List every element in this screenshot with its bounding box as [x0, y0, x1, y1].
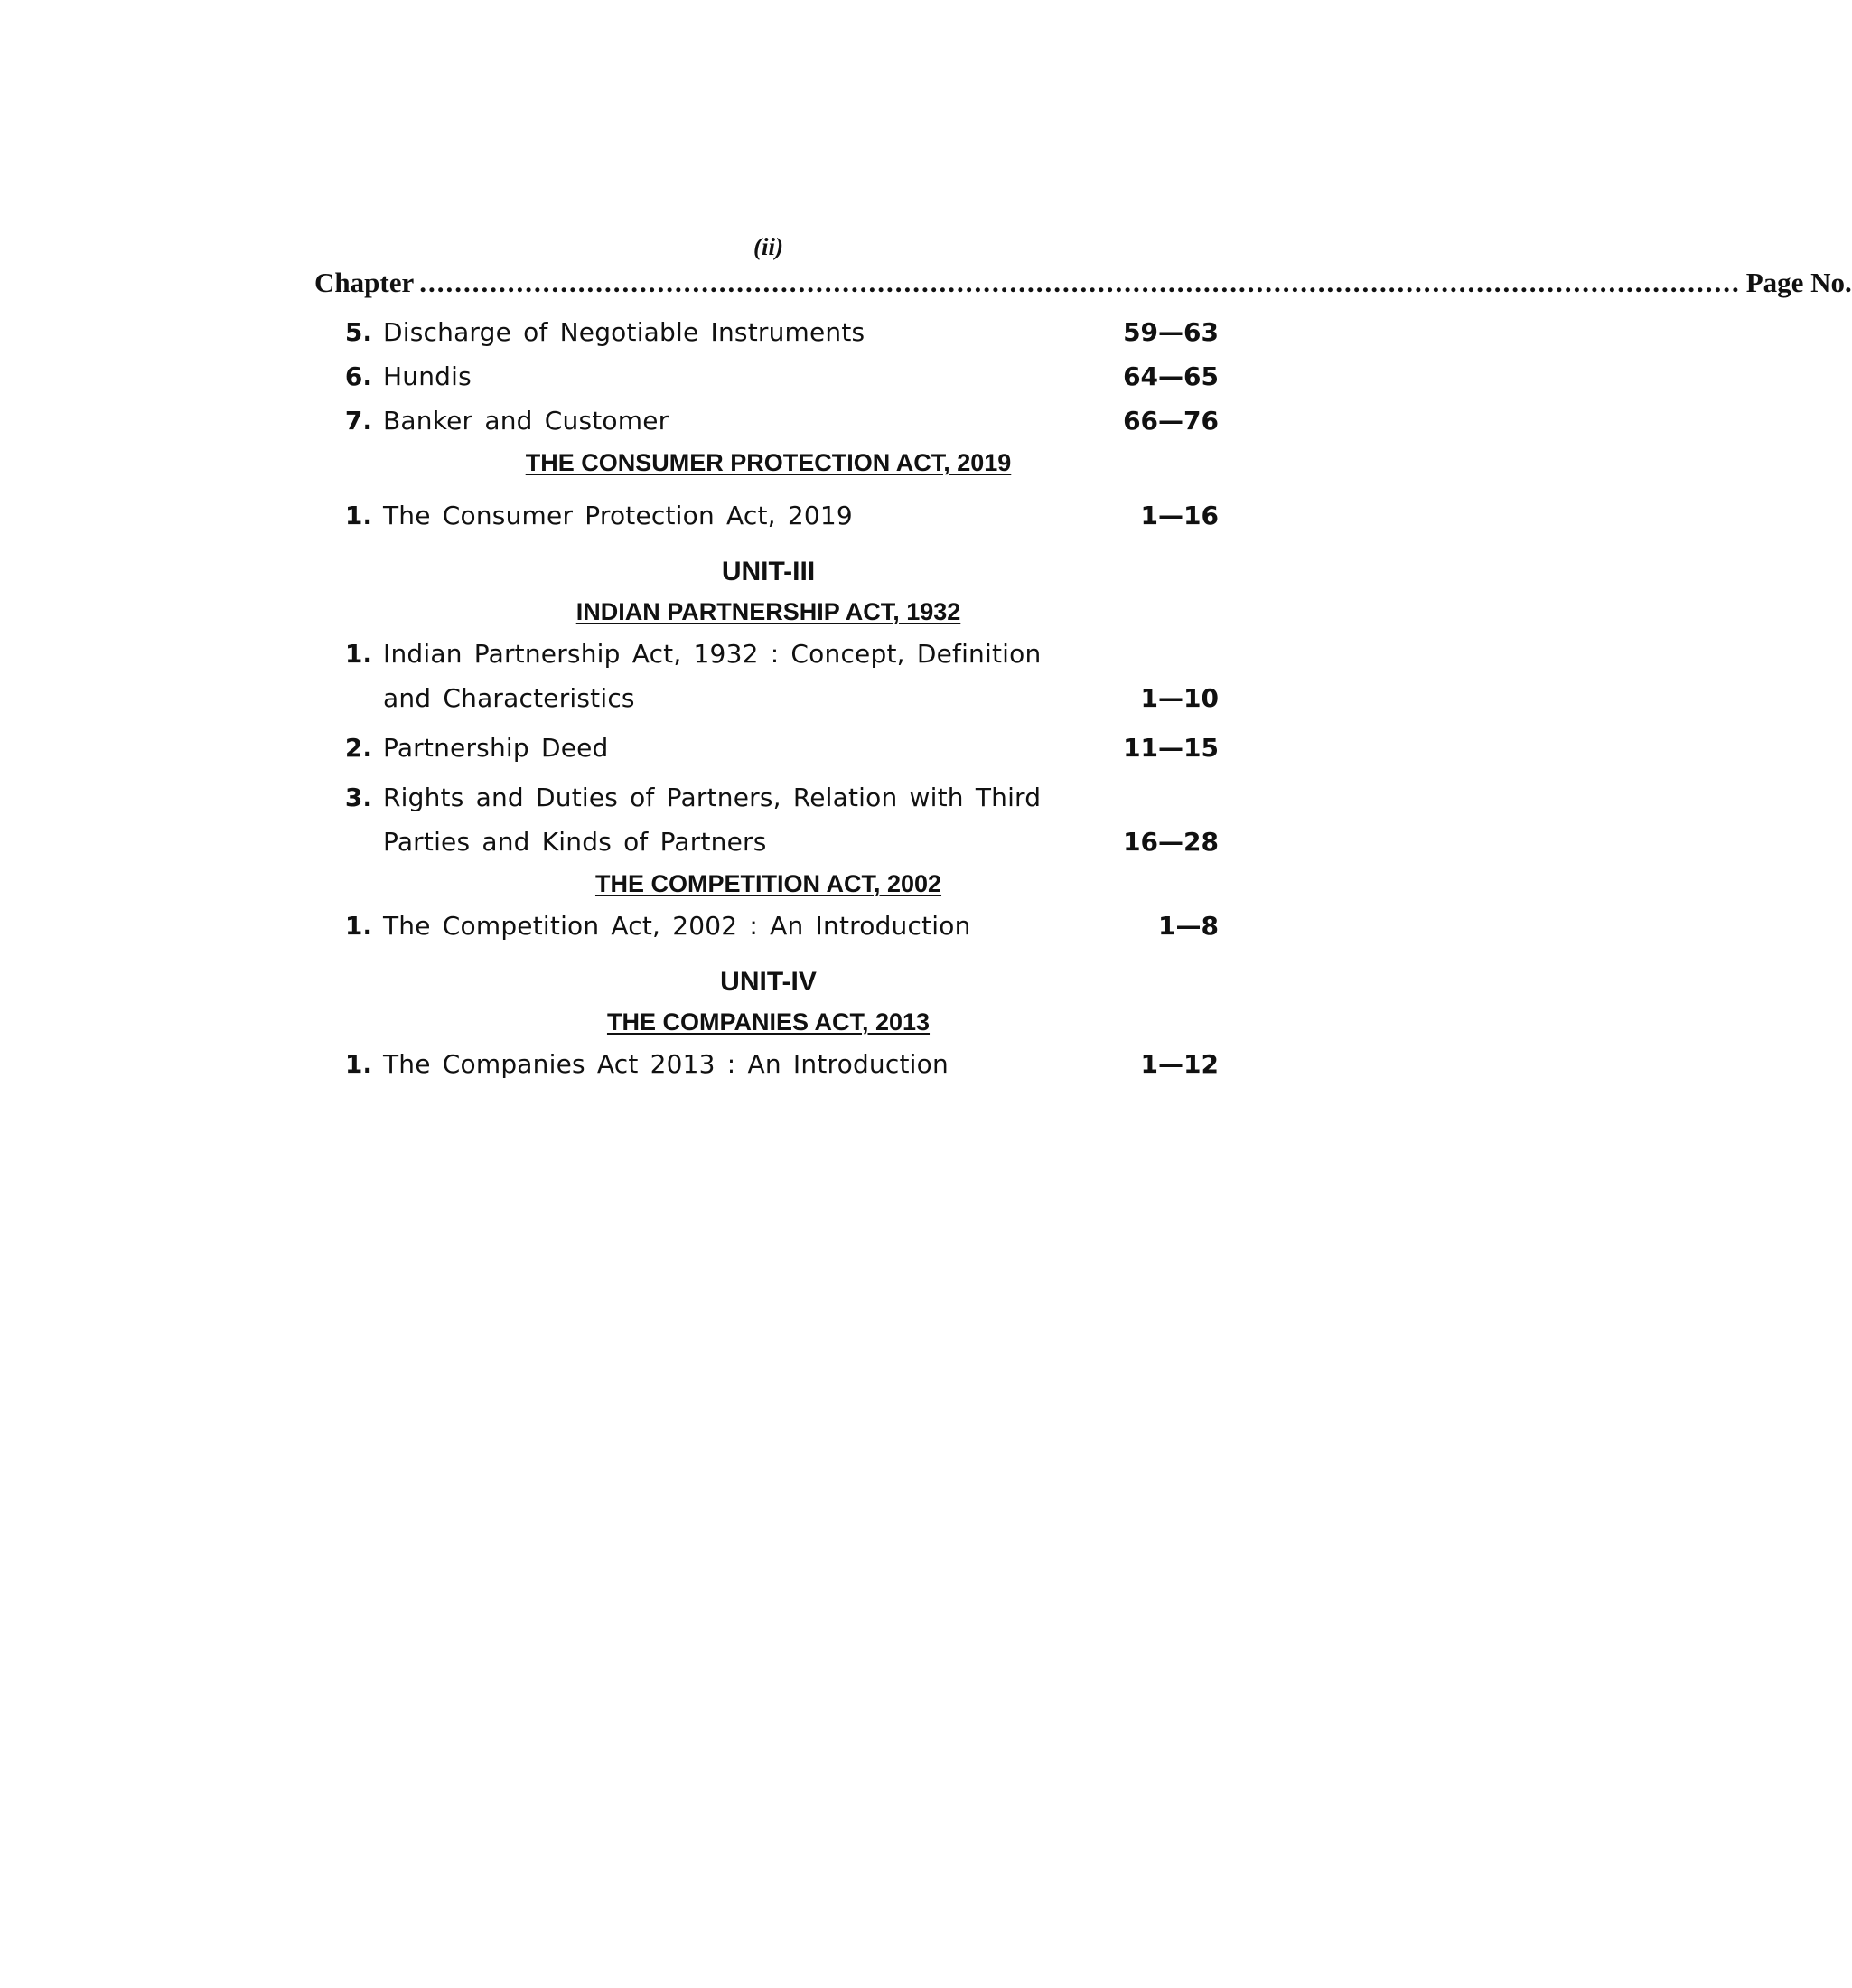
entry-number: 1.	[344, 501, 372, 530]
toc-entry[interactable]	[314, 775, 1222, 864]
toc-entry[interactable]	[314, 493, 1222, 538]
entry-title: The Consumer Protection Act, 2019	[383, 501, 853, 530]
entry-number: 3.	[344, 783, 372, 812]
page-no-label: Page No.	[1745, 267, 1852, 298]
toc-entry[interactable]	[314, 399, 1222, 443]
entry-title: Hundis	[383, 361, 472, 391]
entry-pages: 59—63	[1123, 317, 1219, 347]
entry-number: 6.	[344, 361, 372, 391]
entry-title: Banker and Customer	[383, 406, 669, 436]
entry-pages: 66—76	[1123, 406, 1219, 436]
contents-header	[314, 265, 1852, 305]
entry-title-line: Parties and Kinds of Partners	[383, 827, 767, 857]
page-folio: (ii)	[753, 233, 783, 260]
section-heading-companies: THE COMPANIES ACT, 2013	[606, 1008, 931, 1036]
entry-number: 1.	[344, 911, 372, 941]
entry-pages: 11—15	[1123, 733, 1219, 763]
entry-pages: 1—8	[1158, 911, 1219, 941]
entry-title-line: Indian Partnership Act, 1932 : Concept, Definition	[383, 639, 1042, 669]
unit-heading-iii: UNIT-III	[721, 557, 816, 586]
toc-entry[interactable]	[314, 632, 1222, 720]
entry-number: 1.	[344, 1049, 372, 1079]
toc-entry[interactable]	[314, 904, 1222, 948]
entry-number: 5.	[344, 317, 372, 347]
section-heading-partnership: INDIAN PARTNERSHIP ACT, 1932	[575, 598, 961, 625]
entry-title-line: and Characteristics	[383, 683, 635, 713]
toc-entry[interactable]	[314, 310, 1222, 354]
entry-number: 7.	[344, 406, 372, 436]
entry-pages: 1—16	[1140, 501, 1219, 530]
entry-title: The Competition Act, 2002 : An Introduction	[383, 911, 971, 941]
entry-pages: 1—10	[1140, 683, 1219, 713]
leader-dots: ......................................................................................................................................................	[419, 267, 1741, 298]
contents-page	[314, 230, 1852, 1086]
section-heading-consumer-protection: THE CONSUMER PROTECTION ACT, 2019	[525, 449, 1012, 476]
entry-number: 1.	[344, 639, 372, 669]
entry-title: The Companies Act 2013 : An Introduction	[383, 1049, 949, 1079]
toc-entry[interactable]	[314, 1042, 1222, 1086]
entry-title: Partnership Deed	[383, 733, 609, 763]
section-heading-competition: THE COMPETITION ACT, 2002	[594, 870, 942, 897]
chapter-label: Chapter	[314, 267, 415, 298]
entry-title-line: Rights and Duties of Partners, Relation with Third	[383, 783, 1042, 812]
entry-pages: 1—12	[1140, 1049, 1219, 1079]
unit-heading-iv: UNIT-IV	[720, 967, 817, 997]
entry-pages: 16—28	[1123, 827, 1219, 857]
entry-title	[383, 632, 1065, 720]
entry-title	[383, 775, 1065, 864]
toc-entry[interactable]	[314, 354, 1222, 399]
toc-entry[interactable]	[314, 726, 1222, 770]
entry-pages: 64—65	[1123, 361, 1219, 391]
entry-title: Discharge of Negotiable Instruments	[383, 317, 865, 347]
entry-number: 2.	[344, 733, 372, 763]
